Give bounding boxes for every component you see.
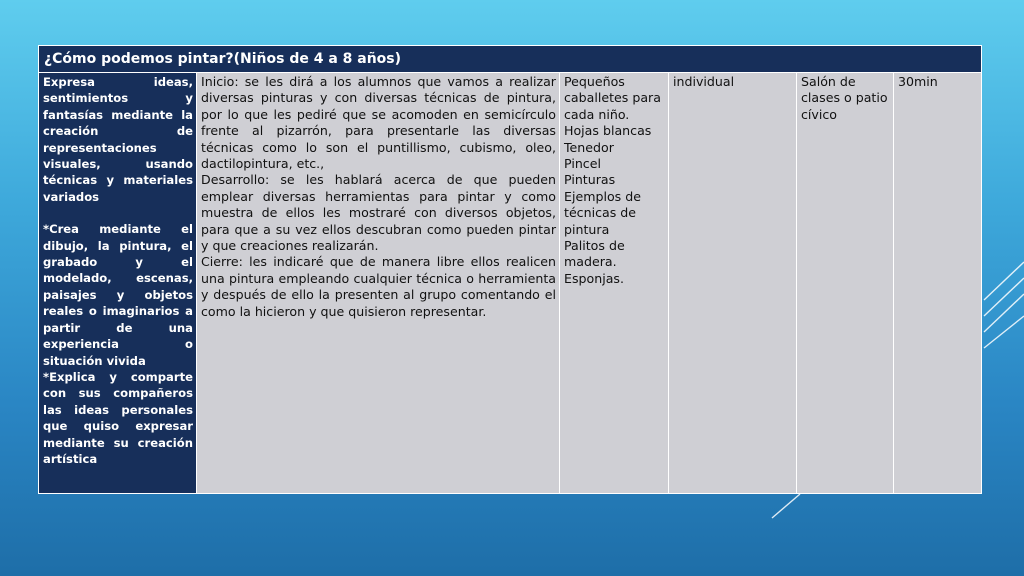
competency-text: Expresa ideas, sentimientos y fantasías mediante la creación de representaciones visuales, usando técnicas y materiales variados [43,75,193,204]
location-cell [797,73,894,493]
activity-inicio: Inicio: se les dirá a los alumnos que vamos a realizar diversas pinturas y con diversas técnicas de pintura, por lo que les pediré que se acomoden en semicírculo frente al pizarrón, para presentarle las diversas técnicas como lo son el puntillismo, cubismo, oleo, dactilopintura, etc., [201,74,556,172]
material-item: Pequeños caballetes para cada niño. [564,74,661,122]
activity-desarrollo: Desarrollo: se les hablará acerca de que pueden emplear diversas herramientas para pintar y como muestra de ellos les mostraré con diversos objetos, para que a su vez ellos descubran como pueden pintar y que creaciones realizarán. [201,172,556,254]
lesson-plan-table [38,45,982,494]
competencies-cell [39,73,197,493]
organization-text: individual [673,74,735,89]
material-item: Esponjas. [564,270,624,286]
organization-cell [669,73,797,493]
duration-cell [894,73,981,493]
table-row [39,73,981,493]
activity-cierre: Cierre: les indicaré que de manera libre ellos realicen una pintura empleando cualquier técnica o herramienta y después de ello la presenten al grupo comentando el como la hicieron y que quisieron representar. [201,254,556,319]
material-item: Palitos de madera. [564,238,625,270]
material-item: Pincel [564,156,601,172]
duration-text: 30min [898,74,938,89]
material-item: Ejemplos de técnicas de pintura [564,188,641,237]
learning-aspect-2: *Explica y comparte con sus compañeros las ideas personales que quiso expresar mediante su creación artística [43,369,193,466]
activities-cell [197,73,560,493]
material-item: Hojas blancas [564,123,652,139]
learning-aspect-1: *Crea mediante el dibujo, la pintura, el grabado y el modelado, escenas, paisajes y objetos reales o imaginarios a partir de una experiencia o situación vivida [43,222,193,368]
materials-cell [560,73,669,493]
material-item: Tenedor [564,139,614,155]
table-title: ¿Cómo podemos pintar?(Niños de 4 a 8 años) [39,46,981,72]
material-item: Pinturas [564,172,616,188]
location-text: Salón de clases o patio cívico [801,74,888,122]
